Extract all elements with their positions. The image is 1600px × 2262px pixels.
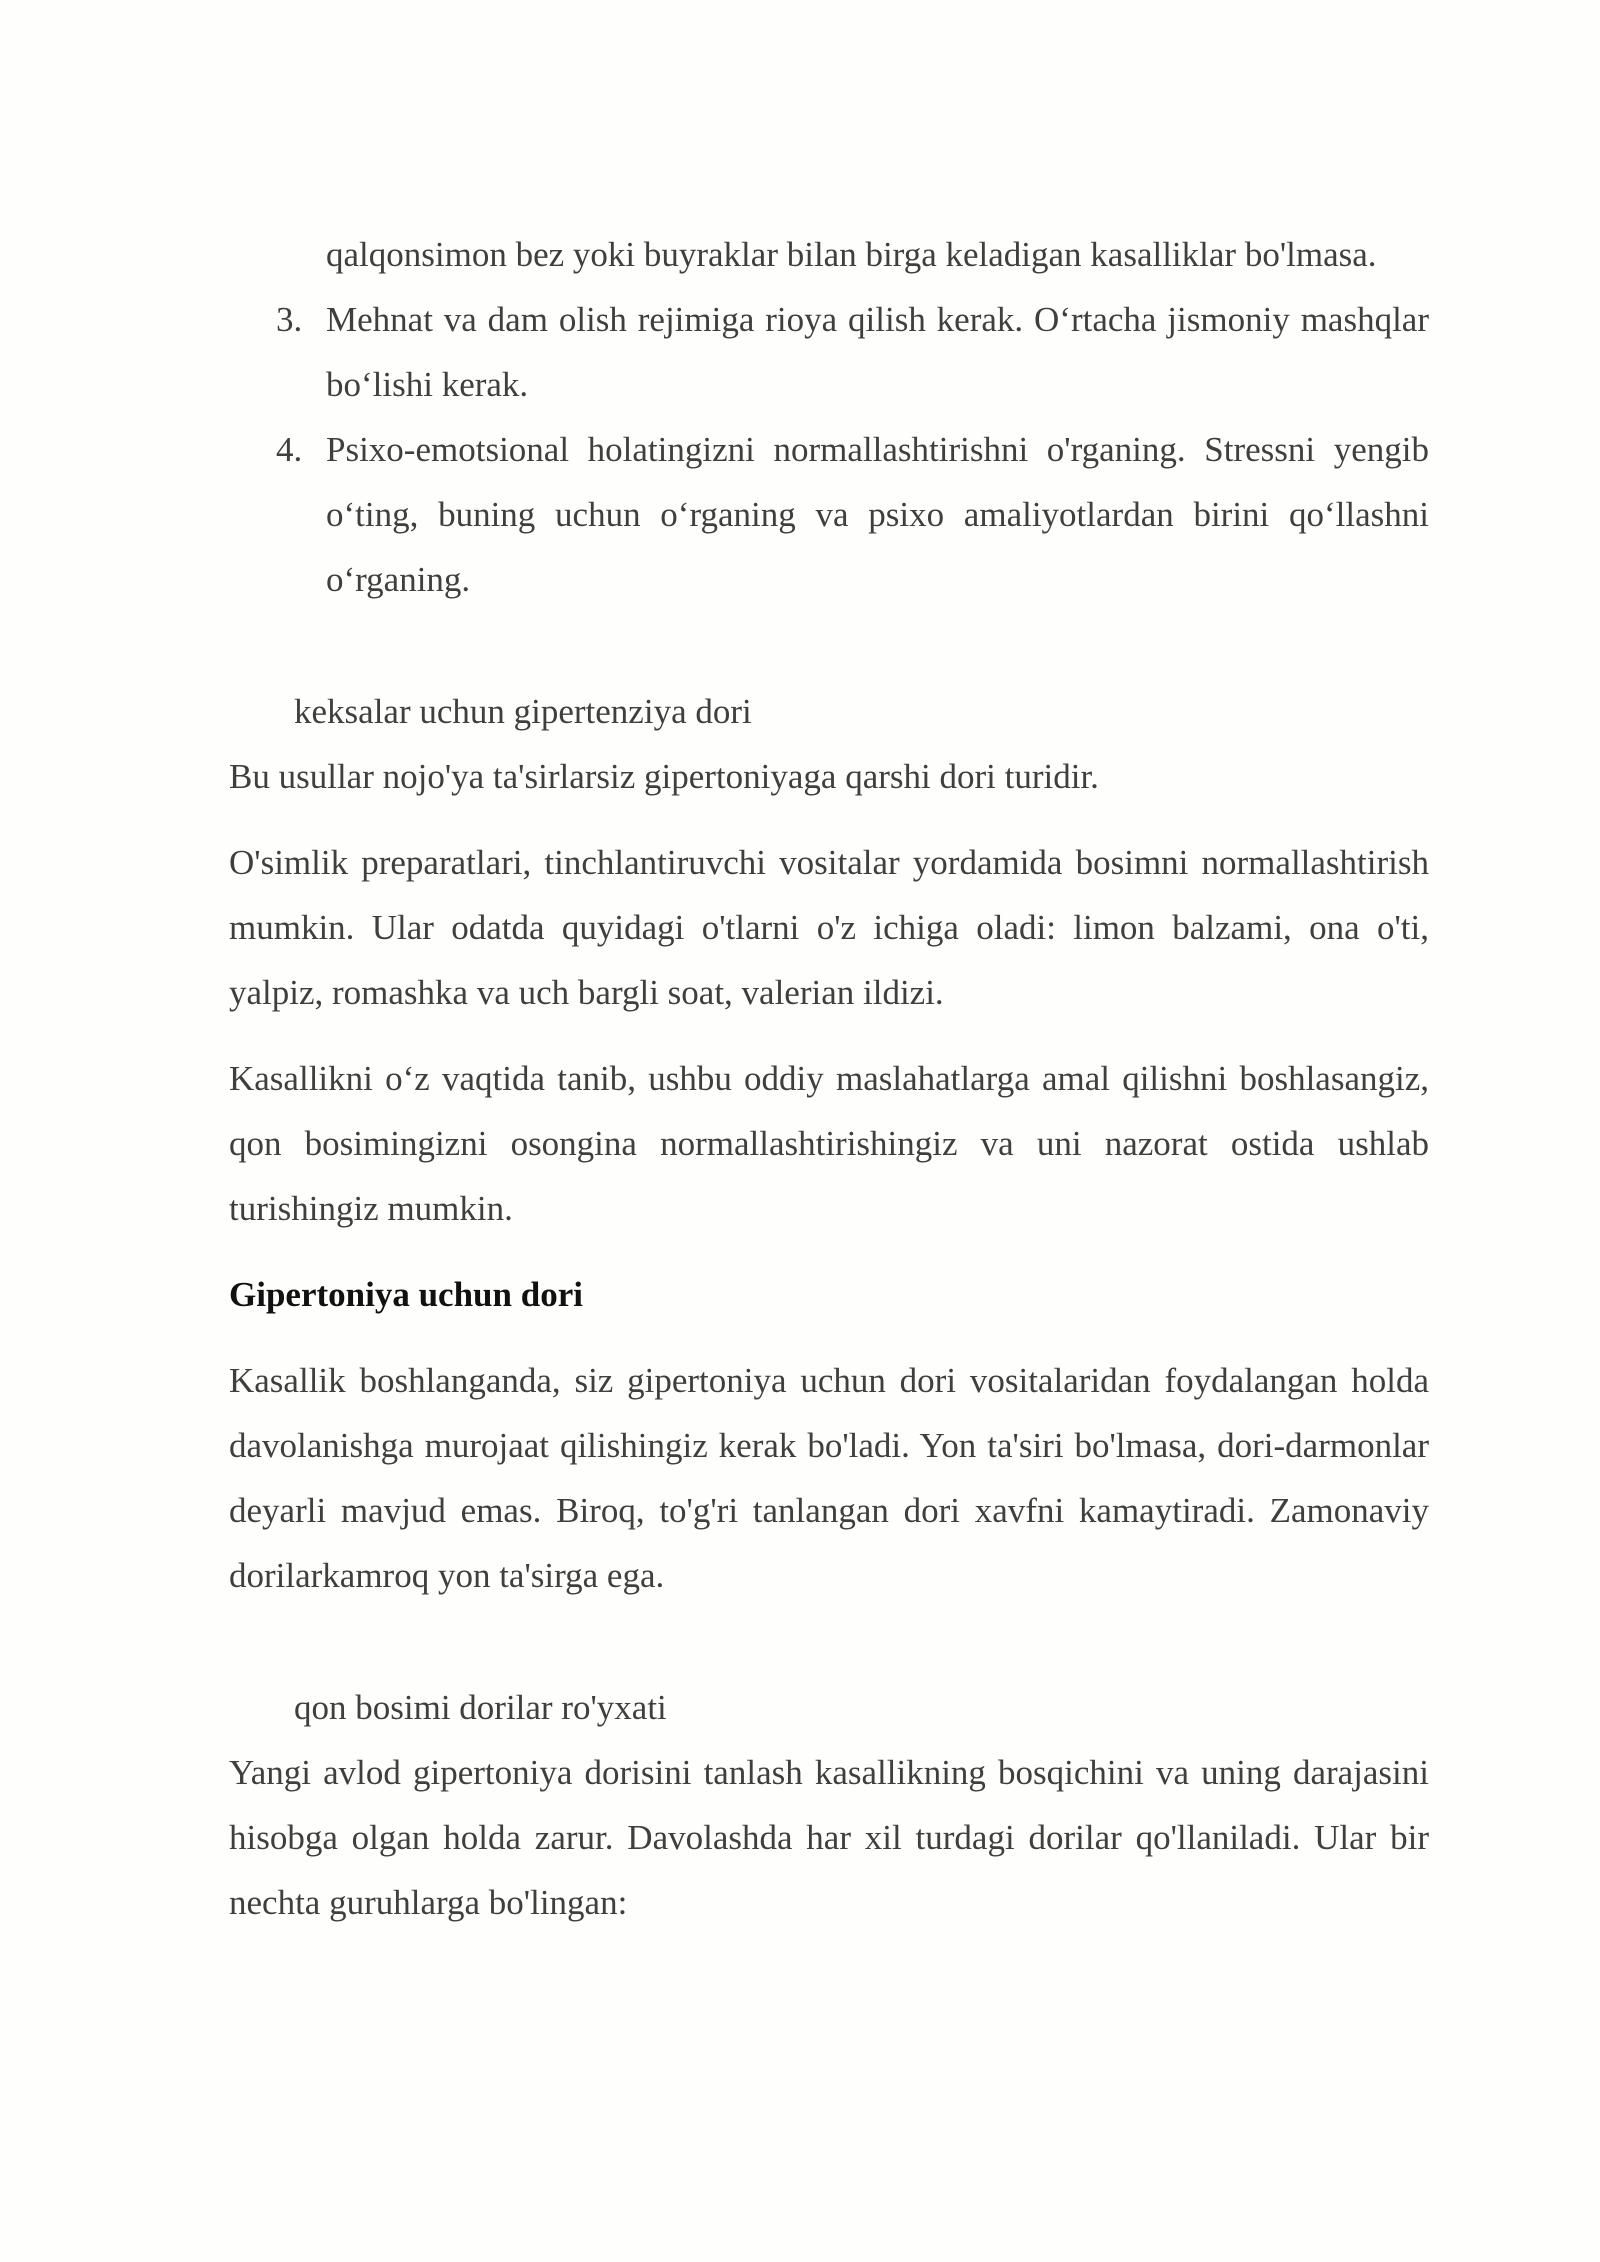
list-item-text: Mehnat va dam olish rejimiga rioya qilish kerak. O‘rtacha jismoniy mashqlar bo‘lishi kerak. — [326, 300, 1429, 404]
image-caption-elderly-medicine: keksalar uchun gipertenziya dori — [294, 692, 752, 731]
paragraph-early-detection: Kasallikni o‘z vaqtida tanib, ushbu oddiy maslahatlarga amal qilishni boshlasangiz, qon bosimingizni osongina normallashtirishingiz va uni nazorat ostida ushlab turishingiz mumkin. — [229, 1059, 1429, 1228]
numbered-list — [229, 222, 1429, 612]
paragraph-methods: Bu usullar nojo'ya ta'sirlarsiz gipertoniyaga qarshi dori turidir. — [229, 757, 1099, 796]
section-heading: Gipertoniya uchun dori — [229, 1275, 583, 1314]
list-item-text: Psixo-emotsional holatingizni normallashtirishni o'rganing. Stressni yengib o‘ting, buning uchun o‘rganing va psixo amaliyotlardan birini qo‘llashni o‘rganing. — [326, 430, 1429, 599]
list-number: 3. — [276, 300, 303, 339]
document-page — [229, 222, 1429, 1935]
paragraph-herbal: O'simlik preparatlari, tinchlantiruvchi vositalar yordamida bosimni normallashtirish mumkin. Ular odatda quyidagi o'tlarni o'z ichiga oladi: limon balzami, ona o'ti, yalpiz, romashka va uch bargli soat, valerian ildizi. — [229, 843, 1429, 1012]
list-item-4 — [229, 417, 1429, 612]
list-item-continuation: qalqonsimon bez yoki buyraklar bilan birga keladigan kasalliklar bo'lmasa. — [326, 235, 1377, 274]
paragraph-new-generation: Yangi avlod gipertoniya dorisini tanlash kasallikning bosqichini va uning darajasini hisobga olgan holda zarur. Davolashda har xil turdagi dorilar qo'llaniladi. Ular bir nechta guruhlarga bo'lingan: — [229, 1753, 1429, 1922]
paragraph-treatment: Kasallik boshlanganda, siz gipertoniya uchun dori vositalaridan foydalangan holda davolanishga murojaat qilishingiz kerak bo'ladi. Yon ta'siri bo'lmasa, dori-darmonlar deyarli mavjud emas. Biroq, to'g'ri tanlangan dori xavfni kamaytiradi. Zamonaviy dorilarkamroq yon ta'sirga ega. — [229, 1361, 1429, 1595]
list-item-3 — [229, 287, 1429, 417]
list-number: 4. — [276, 430, 303, 469]
image-caption-drug-list: qon bosimi dorilar ro'yxati — [294, 1688, 667, 1727]
